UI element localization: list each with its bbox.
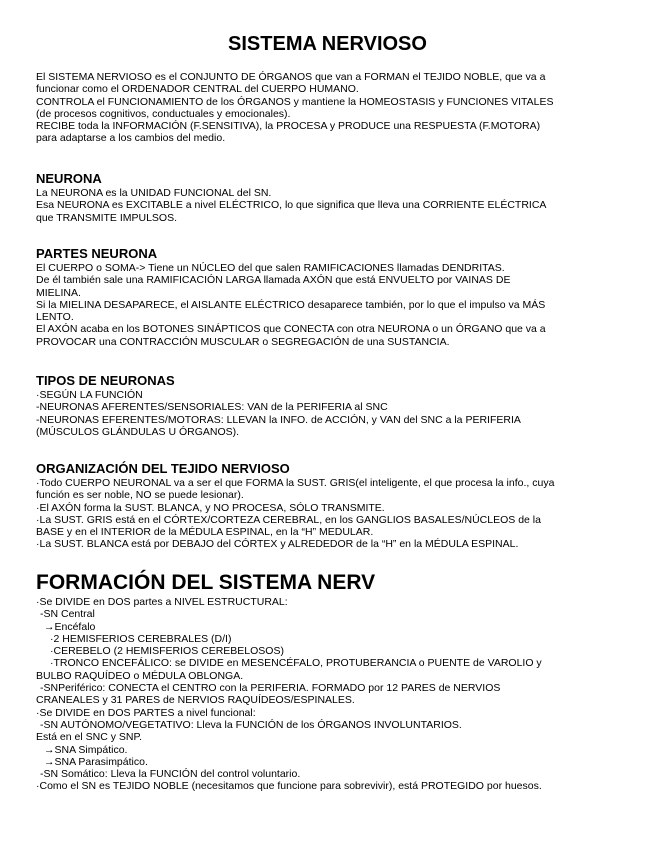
- text-line: (de procesos cognitivos, conductuales y emocionales).: [36, 107, 291, 120]
- section-heading-neurona: NEURONA: [36, 171, 102, 186]
- text-line: El CUERPO o SOMA-> Tiene un NÚCLEO del que salen RAMIFICACIONES llamadas DENDRITAS.: [36, 262, 505, 274]
- text-line: ·Se DIVIDE en DOS partes a NIVEL ESTRUCTURAL:: [36, 596, 288, 608]
- text-line: La NEURONA es la UNIDAD FUNCIONAL del SN.: [36, 187, 272, 199]
- text-line: →Encéfalo: [44, 620, 96, 633]
- section-heading-tipos: TIPOS DE NEURONAS: [36, 373, 175, 388]
- text-line: LENTO.: [36, 311, 74, 324]
- text-line: funcionar como el ORDENADOR CENTRAL del CUERPO HUMANO.: [36, 83, 359, 96]
- text-line: Si la MIELINA DESAPARECE, el AISLANTE ELÉCTRICO desaparece también, por lo que el impulso va MÁS: [36, 298, 546, 311]
- page-title: SISTEMA NERVIOSO: [228, 33, 427, 55]
- intro-paragraph: [36, 71, 554, 145]
- partes-paragraph: [36, 262, 546, 348]
- text-line: →SNA Simpático.: [44, 743, 128, 756]
- text-line: (MÚSCULOS GLÁNDULAS U ÓRGANOS).: [36, 425, 240, 438]
- text-line: El AXÓN acaba en los BOTONES SINÁPTICOS que CONECTA con otra NEURONA o un ÓRGANO que va a: [36, 323, 546, 336]
- text-line: ·La SUST. GRIS está en el CÓRTEX/CORTEZA CEREBRAL, en los GANGLIOS BASALES/NÚCLEOS de la: [36, 513, 541, 526]
- neurona-paragraph: [36, 187, 546, 224]
- text-line: →SNA Parasimpático.: [44, 755, 148, 768]
- text-line: para adaptarse a los cambios del medio.: [36, 132, 226, 145]
- text-line: -NEURONAS EFERENTES/MOTORAS: LLEVAN la INFO. de ACCIÓN, y VAN del SNC a la PERIFERIA: [36, 413, 521, 426]
- text-line: PROVOCAR una CONTRACCIÓN MUSCULAR o SEGREGACIÓN de una SUSTANCIA.: [36, 335, 450, 348]
- text-line: MIELINA.: [36, 286, 81, 299]
- text-line: ·Se DIVIDE en DOS PARTES a nivel funcional:: [36, 706, 256, 719]
- text-line: De él también sale una RAMIFICACIÓN LARGA llamada AXÓN que está ENVUELTO por VAINAS DE: [36, 274, 511, 287]
- text-line: BASE y en el INTERIOR de la MÉDULA ESPINAL, en la “H” MEDULAR.: [36, 526, 374, 539]
- text-line: ·2 HEMISFERIOS CEREBRALES (D/I): [50, 632, 232, 645]
- organizacion-paragraph: [36, 477, 554, 551]
- formacion-paragraph: [36, 596, 542, 793]
- text-line: Esa NEURONA es EXCITABLE a nivel ELÉCTRICO, lo que significa que lleva una CORRIENTE ELÉCTRICA: [36, 199, 547, 212]
- text-line: -SN AUTÓNOMO/VEGETATIVO: Lleva la FUNCIÓN de los ÓRGANOS INVOLUNTARIOS.: [40, 718, 462, 731]
- text-line: ·CEREBELO (2 HEMISFERIOS CEREBELOSOS): [50, 645, 284, 658]
- section-heading-organizacion: ORGANIZACIÓN DEL TEJIDO NERVIOSO: [36, 461, 290, 476]
- text-line: que TRANSMITE IMPULSOS.: [36, 211, 178, 224]
- text-line: Está en el SNC y SNP.: [36, 731, 143, 744]
- text-line: CRANEALES y 31 PARES de NERVIOS RAQUÍDEOS/ESPINALES.: [36, 694, 355, 707]
- text-line: ·El AXÓN forma la SUST. BLANCA, y NO PROCESA, SÓLO TRANSMITE.: [36, 501, 385, 514]
- text-line: -SN Central: [40, 608, 95, 621]
- text-line: ·Todo CUERPO NEURONAL va a ser el que FORMA la SUST. GRIS(el inteligente, el que procesa la info., cuya: [36, 477, 555, 489]
- text-line: -NEURONAS AFERENTES/SENSORIALES: VAN de la PERIFERIA al SNC: [36, 401, 388, 414]
- section-heading-partes: PARTES NEURONA: [36, 246, 158, 261]
- text-line: CONTROLA el FUNCIONAMIENTO de los ÓRGANOS y mantiene la HOMEOSTASIS y FUNCIONES VITALES: [36, 95, 554, 108]
- text-line: El SISTEMA NERVIOSO es el CONJUNTO DE ÓRGANOS que van a FORMAN el TEJIDO NOBLE, que va a: [36, 71, 546, 83]
- text-line: función es ser noble, NO se puede lesionar).: [36, 489, 244, 502]
- tipos-paragraph: [36, 389, 521, 438]
- text-line: BULBO RAQUÍDEO o MÉDULA OBLONGA.: [36, 669, 244, 682]
- text-line: -SNPeriférico: CONECTA el CENTRO con la PERIFERIA. FORMADO por 12 PARES de NERVIOS: [40, 682, 501, 695]
- text-line: ·La SUST. BLANCA está por DEBAJO del CÓRTEX y ALREDEDOR de la “H” en la MÉDULA ESPINAL.: [36, 538, 519, 551]
- text-line: ·SEGÚN LA FUNCIÓN: [36, 389, 143, 401]
- text-line: ·TRONCO ENCEFÁLICO: se DIVIDE en MESENCÉFALO, PROTUBERANCIA o PUENTE de VAROLIO y: [50, 657, 542, 670]
- text-line: ·Como el SN es TEJIDO NOBLE (necesitamos que funcione para sobrevivir), está PROTEGIDO por huesos.: [36, 780, 542, 793]
- section-heading-formacion: FORMACIÓN DEL SISTEMA NERV: [36, 571, 376, 594]
- text-line: RECIBE toda la INFORMACIÓN (F.SENSITIVA), la PROCESA y PRODUCE una RESPUESTA (F.MOTORA): [36, 120, 541, 133]
- text-line: -SN Somático: Lleva la FUNCIÓN del control voluntario.: [40, 768, 301, 781]
